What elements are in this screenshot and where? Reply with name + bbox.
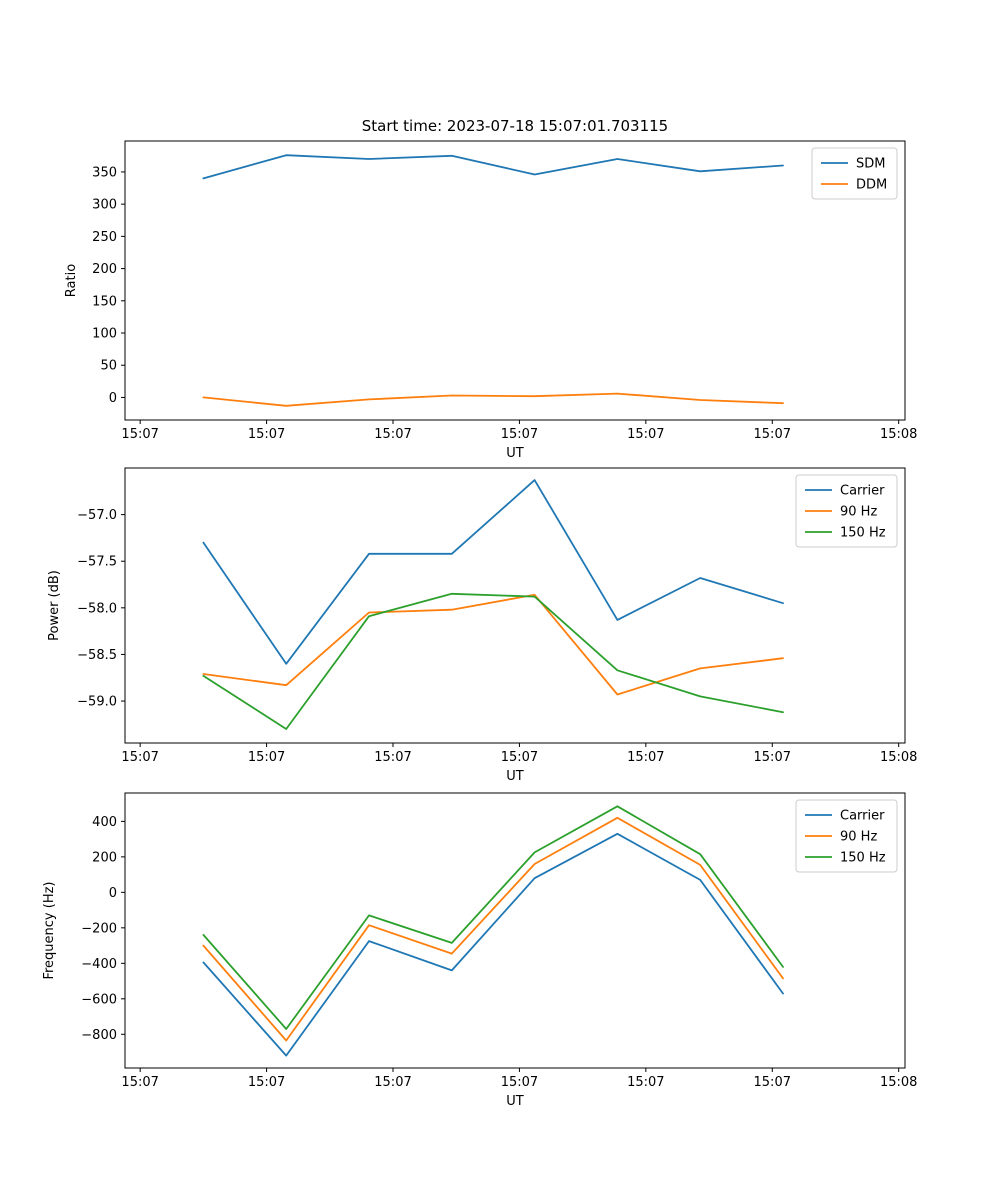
legend-label-ddm: DDM xyxy=(856,177,888,193)
ratio-chart xyxy=(64,141,917,461)
y-tick-label: −58.0 xyxy=(77,601,117,617)
legend-label-sdm: SDM xyxy=(856,156,886,172)
x-tick-label: 15:08 xyxy=(879,427,918,442)
figure-title: Start time: 2023-07-18 15:07:01.703115 xyxy=(361,117,669,135)
y-axis-label: Power (dB) xyxy=(47,570,62,641)
y-axis-label: Ratio xyxy=(64,263,79,298)
x-tick-label: 15:07 xyxy=(753,750,791,765)
line-150-hz xyxy=(203,594,783,729)
legend-label-carrier: Carrier xyxy=(840,483,885,499)
axes-frame xyxy=(125,141,905,420)
x-tick-label: 15:07 xyxy=(500,750,539,765)
x-tick-label: 15:07 xyxy=(627,1075,665,1090)
y-tick-label: 150 xyxy=(92,294,117,310)
x-axis-label: UT xyxy=(506,1094,524,1109)
y-tick-label: −200 xyxy=(81,921,117,937)
x-axis-label: UT xyxy=(506,769,524,784)
x-tick-label: 15:07 xyxy=(247,750,286,765)
x-tick-label: 15:07 xyxy=(627,750,665,765)
legend-label-150-hz: 150 Hz xyxy=(840,525,886,541)
y-tick-label: 300 xyxy=(92,197,117,213)
x-tick-label: 15:07 xyxy=(247,427,286,442)
power-chart xyxy=(47,468,917,784)
x-tick-label: 15:07 xyxy=(374,427,412,442)
x-tick-label: 15:07 xyxy=(121,1075,159,1090)
y-tick-label: −58.5 xyxy=(77,647,117,663)
x-tick-label: 15:07 xyxy=(500,427,539,442)
y-tick-label: 200 xyxy=(92,850,117,866)
x-tick-label: 15:08 xyxy=(879,750,918,765)
x-tick-label: 15:07 xyxy=(121,750,159,765)
x-tick-label: 15:08 xyxy=(879,1075,918,1090)
legend xyxy=(796,800,897,872)
y-tick-label: 250 xyxy=(92,229,117,245)
y-tick-label: −59.0 xyxy=(77,694,117,710)
x-axis-label: UT xyxy=(506,446,524,461)
x-tick-label: 15:07 xyxy=(374,750,412,765)
line-ddm xyxy=(203,394,783,406)
x-tick-label: 15:07 xyxy=(500,1075,539,1090)
y-tick-label: 100 xyxy=(92,326,117,342)
line-90-hz xyxy=(203,595,783,695)
x-tick-label: 15:07 xyxy=(374,1075,412,1090)
legend-label-150-hz: 150 Hz xyxy=(840,850,886,866)
y-tick-label: 200 xyxy=(92,262,117,278)
y-tick-label: 400 xyxy=(92,814,117,830)
axes-frame xyxy=(125,793,905,1068)
line-carrier xyxy=(203,480,783,664)
legend-label-carrier: Carrier xyxy=(840,808,885,824)
x-tick-label: 15:07 xyxy=(247,1075,286,1090)
y-tick-label: −800 xyxy=(81,1027,117,1043)
x-tick-label: 15:07 xyxy=(753,1075,791,1090)
y-tick-label: −400 xyxy=(81,956,117,972)
y-tick-label: −600 xyxy=(81,992,117,1008)
legend xyxy=(812,148,897,199)
x-tick-label: 15:07 xyxy=(627,427,665,442)
y-tick-label: 0 xyxy=(108,885,117,901)
line-sdm xyxy=(203,155,783,178)
x-tick-label: 15:07 xyxy=(121,427,159,442)
x-tick-label: 15:07 xyxy=(753,427,791,442)
y-tick-label: −57.0 xyxy=(77,508,117,524)
y-tick-label: 350 xyxy=(92,165,117,181)
legend-label-90-hz: 90 Hz xyxy=(840,504,878,520)
y-tick-label: −57.5 xyxy=(77,554,117,570)
y-tick-label: 50 xyxy=(100,358,117,374)
legend xyxy=(796,475,897,547)
line-150-hz xyxy=(203,806,783,1029)
y-axis-label: Frequency (Hz) xyxy=(42,881,57,980)
y-tick-label: 0 xyxy=(108,390,117,406)
axes-frame xyxy=(125,468,905,743)
frequency-chart xyxy=(42,793,917,1109)
legend-label-90-hz: 90 Hz xyxy=(840,829,878,845)
